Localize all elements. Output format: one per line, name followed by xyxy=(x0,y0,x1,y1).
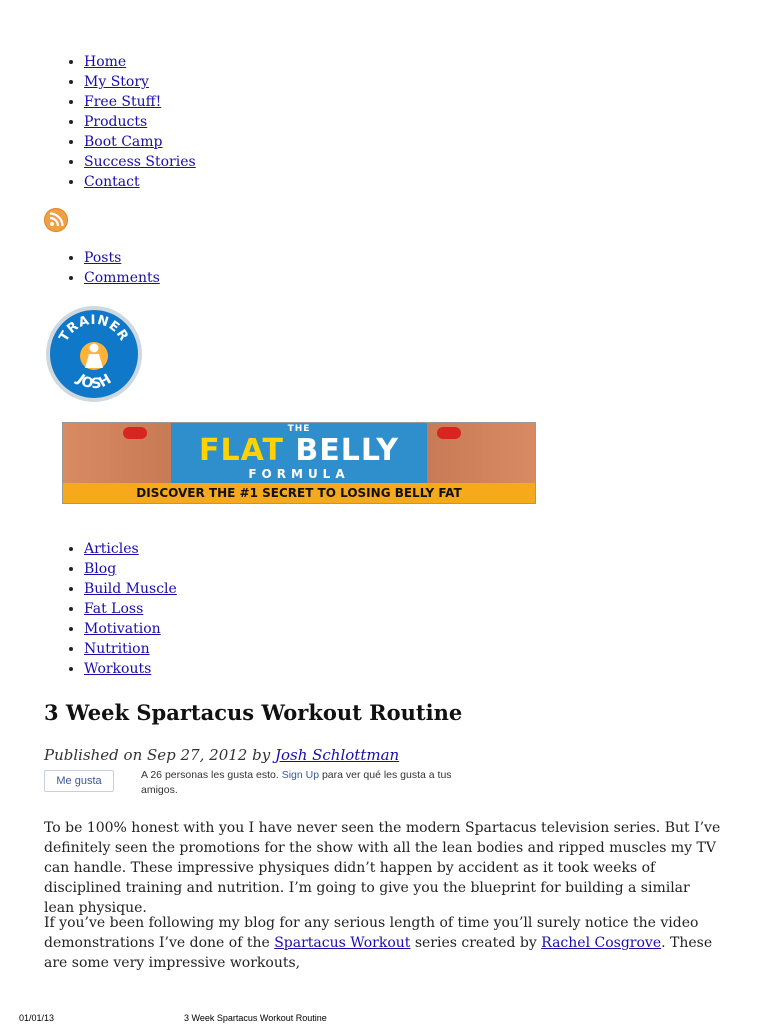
svg-text:TRAINER xyxy=(57,313,132,344)
nav-item-free-stuff xyxy=(84,92,196,112)
post-meta xyxy=(44,746,399,764)
like-count-text xyxy=(141,768,481,798)
published-date: Published on Sep 27, 2012 by xyxy=(44,746,275,764)
main-navigation xyxy=(64,52,196,192)
paragraph-2-text-2: series created by xyxy=(410,935,542,951)
nav-link-success-stories[interactable]: Success Stories xyxy=(84,154,196,170)
nav-link-contact[interactable]: Contact xyxy=(84,174,140,190)
banner-belly: BELLY xyxy=(295,433,400,468)
nav-item-success-stories xyxy=(84,152,196,172)
feed-item-comments xyxy=(84,268,160,288)
post-title: 3 Week Spartacus Workout Routine xyxy=(44,700,463,725)
category-item-build-muscle xyxy=(84,579,177,599)
rachel-cosgrove-link[interactable]: Rachel Cosgrove xyxy=(541,935,662,951)
banner-flat: FLAT xyxy=(198,433,284,468)
nav-item-contact xyxy=(84,172,196,192)
nav-item-home xyxy=(84,52,196,72)
banner-the: THE xyxy=(287,424,311,434)
nav-item-my-story xyxy=(84,72,196,92)
logo-graphic xyxy=(50,310,138,398)
nav-item-products xyxy=(84,112,196,132)
signup-link[interactable]: Sign Up xyxy=(281,769,320,781)
feed-link-comments[interactable]: Comments xyxy=(84,270,160,286)
category-link-fat-loss[interactable]: Fat Loss xyxy=(84,601,144,617)
spartacus-workout-link[interactable]: Spartacus Workout xyxy=(274,935,411,951)
flat-belly-banner[interactable] xyxy=(62,422,536,504)
nav-link-home[interactable]: Home xyxy=(84,54,127,70)
category-item-articles xyxy=(84,539,177,559)
logo-text-bottom: JOSH xyxy=(73,371,115,393)
category-link-build-muscle[interactable]: Build Muscle xyxy=(84,581,177,597)
rss-icon[interactable] xyxy=(44,208,68,232)
nav-link-my-story[interactable]: My Story xyxy=(84,74,149,90)
category-navigation xyxy=(64,539,177,679)
category-link-nutrition[interactable]: Nutrition xyxy=(84,641,150,657)
nav-link-boot-camp[interactable]: Boot Camp xyxy=(84,134,163,150)
nav-item-boot-camp xyxy=(84,132,196,152)
banner-formula: FORMULA xyxy=(248,467,350,481)
like-button[interactable]: Me gusta xyxy=(44,770,114,792)
category-item-nutrition xyxy=(84,639,177,659)
trainer-josh-logo[interactable] xyxy=(46,306,142,402)
category-item-workouts xyxy=(84,659,177,679)
feed-navigation xyxy=(64,248,160,288)
category-link-blog[interactable]: Blog xyxy=(84,561,117,577)
paragraph-2-text-3: . These are some very impressive workouts, xyxy=(44,935,713,971)
like-count: A 26 personas les gusta esto. xyxy=(141,769,282,781)
post-paragraph-1: To be 100% honest with you I have never seen the modern Spartacus television series. But I’ve definitely seen the promotions for the show with all the lean bodies and ripped muscles my TV can handle. These impressive physiques didn’t happen by accident as it took weeks of disciplined training and nutrition. I’m going to give you the blueprint for building a similar lean physique. xyxy=(44,820,721,916)
footer-date: 01/01/13 xyxy=(19,1013,55,1023)
logo-text-top: TRAINER xyxy=(56,312,132,345)
post-paragraph-2 xyxy=(44,913,724,973)
nav-link-products[interactable]: Products xyxy=(84,114,148,130)
category-link-workouts[interactable]: Workouts xyxy=(84,661,152,677)
banner-headline xyxy=(63,433,535,468)
like-suffix: para ver qué les gusta a tus amigos. xyxy=(141,769,452,796)
svg-text:JOSH xyxy=(73,371,114,392)
paragraph-2-text-1: If you’ve been following my blog for any serious length of time you’ll surely notice the video demonstrations I’ve done of the xyxy=(44,915,699,951)
feed-item-posts xyxy=(84,248,160,268)
feed-link-posts[interactable]: Posts xyxy=(84,250,122,266)
footer-title: 3 Week Spartacus Workout Routine xyxy=(184,1013,327,1023)
category-item-fat-loss xyxy=(84,599,177,619)
category-link-articles[interactable]: Articles xyxy=(84,541,139,557)
category-item-blog xyxy=(84,559,177,579)
category-link-motivation[interactable]: Motivation xyxy=(84,621,161,637)
nav-link-free-stuff[interactable]: Free Stuff! xyxy=(84,94,162,110)
author-link[interactable]: Josh Schlottman xyxy=(274,746,400,764)
banner-tagline: DISCOVER THE #1 SECRET TO LOSING BELLY FAT xyxy=(63,483,535,503)
category-item-motivation xyxy=(84,619,177,639)
